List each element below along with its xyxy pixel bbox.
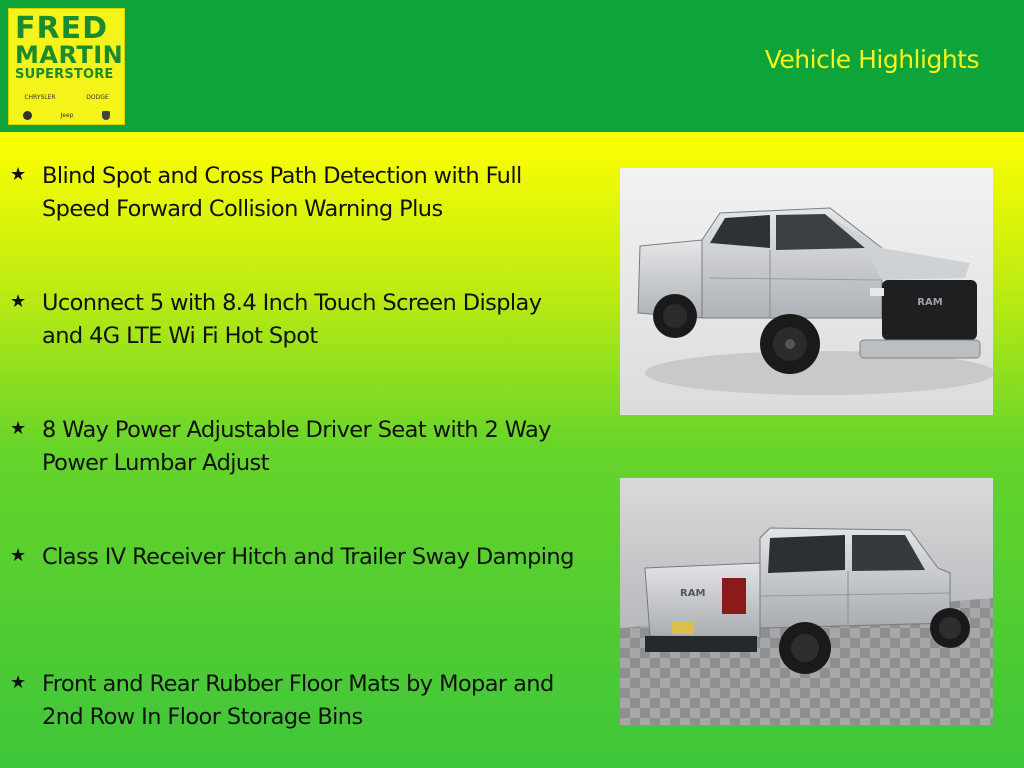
star-bullet-icon: ★	[10, 672, 27, 693]
truck-front-image	[620, 168, 993, 415]
page-title: Vehicle Highlights	[764, 45, 979, 74]
content-area	[0, 132, 1024, 768]
feature-text: Uconnect 5 with 8.4 Inch Touch Screen Display and 4G LTE Wi Fi Hot Spot	[42, 290, 542, 349]
logo-line-martin: MARTIN	[15, 41, 124, 69]
feature-item	[10, 414, 580, 480]
star-bullet-icon: ★	[10, 164, 27, 185]
chrysler-brand: CHRYSLER	[24, 94, 56, 101]
star-bullet-icon: ★	[10, 418, 27, 439]
feature-text: 8 Way Power Adjustable Driver Seat with 2 Way Power Lumbar Adjust	[42, 417, 551, 476]
logo-line-superstore: SUPERSTORE	[15, 67, 114, 82]
logo-line-fred: FRED	[15, 11, 108, 46]
feature-item	[10, 541, 580, 574]
feature-text: Class IV Receiver Hitch and Trailer Sway Damping	[42, 544, 574, 570]
jeep-brand: Jeep	[60, 112, 74, 119]
header-bar	[0, 0, 1024, 132]
brand-row-top	[9, 94, 124, 101]
truck-rear-photo[interactable]	[620, 478, 993, 725]
feature-item	[10, 160, 580, 226]
rear-ram-badge: RAM	[680, 588, 706, 599]
star-bullet-icon: ★	[10, 291, 27, 312]
feature-item	[10, 287, 580, 353]
ram-shield-icon	[102, 111, 110, 120]
feature-text: Front and Rear Rubber Floor Mats by Mopar and 2nd Row In Floor Storage Bins	[42, 671, 554, 730]
fiat-icon	[23, 111, 32, 120]
feature-text: Blind Spot and Cross Path Detection with Full Speed Forward Collision Warning Plus	[42, 163, 522, 222]
feature-item	[10, 668, 580, 734]
dodge-brand: DODGE	[86, 94, 109, 101]
truck-front-photo[interactable]	[620, 168, 993, 415]
brand-row-bottom	[9, 111, 124, 120]
front-ram-badge: RAM	[917, 297, 943, 308]
dealer-logo[interactable]	[8, 8, 125, 125]
truck-rear-image	[620, 478, 993, 725]
star-bullet-icon: ★	[10, 545, 27, 566]
